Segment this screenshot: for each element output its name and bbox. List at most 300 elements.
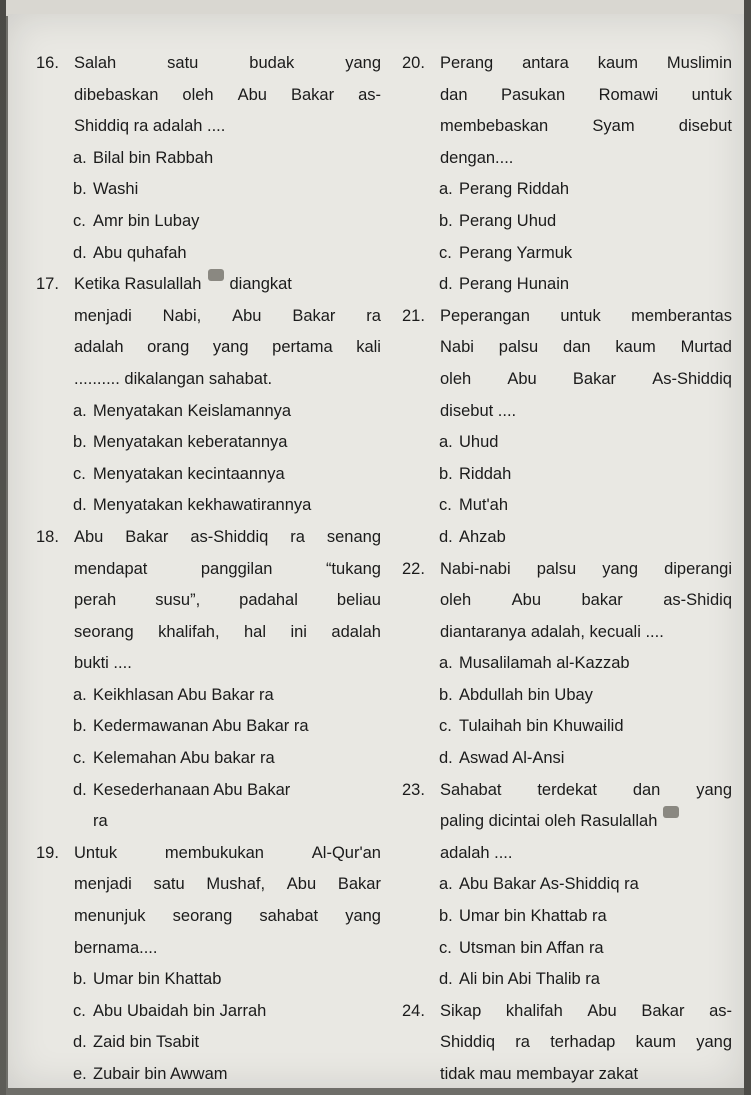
question-text-word: Abu (237, 85, 267, 104)
answer-option (36, 806, 381, 838)
answer-option (402, 869, 732, 901)
indent-spacer (36, 111, 74, 143)
question-text-text: Ketika Rasulallah (74, 275, 202, 294)
option-letter: b. (439, 211, 453, 230)
question-line-body (74, 111, 381, 143)
option-letter: d. (439, 749, 453, 768)
answer-option (402, 490, 732, 522)
indent-spacer (36, 80, 74, 112)
question-line (402, 1059, 732, 1091)
indent-spacer (36, 585, 74, 617)
question-16 (36, 48, 381, 269)
question-line (36, 648, 381, 680)
question-text (440, 775, 732, 807)
question-20 (402, 48, 732, 301)
question-line-body (440, 111, 732, 143)
indent-spacer (402, 80, 440, 112)
option-text: Riddah (459, 464, 512, 483)
question-line-body (440, 806, 732, 838)
question-text-word: yang (345, 907, 381, 926)
indent-spacer (402, 364, 440, 396)
question-line-body (74, 269, 381, 301)
option-text: Perang Hunain (459, 275, 570, 294)
question-text (74, 301, 381, 333)
question-text-word: disebut (678, 117, 732, 136)
question-line-body (440, 1059, 732, 1091)
saw-calligraphy-icon (663, 806, 679, 818)
question-text-word: Bakar (125, 527, 169, 546)
question-text-word: yang (696, 780, 732, 799)
question-text-word: Bakar (572, 369, 617, 388)
option-text: Amr bin Lubay (93, 211, 200, 230)
option-letter: d. (439, 275, 453, 294)
question-text (74, 48, 381, 80)
question-text (440, 1027, 732, 1059)
question-text-word: menjadi (74, 875, 132, 894)
question-text-word: Syam (592, 117, 635, 136)
question-text (74, 901, 381, 933)
option-text: Abdullah bin Ubay (459, 685, 593, 704)
question-24 (402, 996, 732, 1091)
question-number: 22. (402, 559, 425, 578)
question-text-word: kaum (635, 1033, 676, 1052)
answer-option (402, 901, 732, 933)
question-line (402, 585, 732, 617)
question-line-body (440, 143, 732, 175)
question-line-body (74, 364, 381, 396)
question-18 (36, 522, 381, 838)
question-text-word: Al-Qur'an (311, 843, 381, 862)
option-letter: d. (73, 1033, 87, 1052)
question-line (402, 364, 732, 396)
question-line (402, 111, 732, 143)
indent-spacer (402, 143, 440, 175)
question-text-word: sahabat (259, 907, 319, 926)
question-line-body (440, 332, 732, 364)
question-line (402, 554, 732, 586)
photo-right-edge (744, 0, 751, 1095)
option-letter: b. (73, 970, 87, 989)
question-line (36, 111, 381, 143)
question-text-word: membebaskan (440, 117, 549, 136)
question-line (36, 869, 381, 901)
answer-option (36, 775, 381, 807)
answer-option (36, 680, 381, 712)
option-text: Abu Bakar As-Shiddiq ra (459, 875, 639, 894)
answer-option (36, 711, 381, 743)
question-text-word: Muslimin (666, 54, 732, 72)
answer-option (402, 964, 732, 996)
answer-option (36, 490, 381, 522)
indent-spacer (36, 617, 74, 649)
question-text-word: Abu (286, 875, 317, 894)
question-line (402, 143, 732, 175)
question-text-word: menjadi (74, 306, 132, 325)
answer-option (402, 680, 732, 712)
question-text-word: ra (515, 1033, 530, 1052)
question-text: disebut .... (440, 401, 517, 420)
question-text-word: Peperangan (440, 306, 530, 325)
question-line (36, 933, 381, 965)
question-line (402, 301, 732, 333)
option-text: Abu quhafah (93, 243, 187, 262)
question-23 (402, 775, 732, 996)
question-line-body (440, 396, 732, 428)
question-text-word: budak (249, 54, 295, 72)
question-text-word: Romawi (598, 85, 659, 104)
option-text: Kedermawanan Abu Bakar ra (93, 717, 309, 736)
option-text: Menyatakan Keislamannya (93, 401, 292, 420)
indent-spacer (402, 396, 440, 428)
question-number: 24. (402, 1001, 425, 1020)
question-text-word: as- (709, 1001, 732, 1020)
indent-spacer (36, 901, 74, 933)
question-text-word: perah (74, 591, 117, 610)
question-text-word: seorang (74, 622, 134, 641)
question-line-body (74, 522, 381, 554)
question-text (440, 554, 732, 586)
question-text-word: padahal (239, 591, 298, 610)
answer-option (402, 174, 732, 206)
option-letter: d. (73, 243, 87, 262)
question-text-word: satu (153, 875, 185, 894)
option-text: ra (93, 812, 108, 831)
question-text-word: yang (696, 1033, 732, 1052)
option-text: Menyatakan kecintaannya (93, 464, 285, 483)
option-text: Bilal bin Rabbah (93, 148, 214, 167)
indent-spacer (402, 806, 440, 838)
indent-spacer (402, 838, 440, 870)
question-number: 20. (402, 54, 425, 72)
option-text: Kelemahan Abu bakar ra (93, 749, 275, 768)
option-text: Keikhlasan Abu Bakar ra (93, 685, 274, 704)
option-text: Uhud (459, 433, 499, 452)
question-text (440, 48, 732, 80)
question-text-word: Abu (587, 1001, 617, 1020)
answer-option (36, 427, 381, 459)
option-text: Ahzab (459, 527, 506, 546)
option-text: Menyatakan kekhawatirannya (93, 496, 312, 515)
question-line (36, 269, 381, 301)
question-line-body (74, 617, 381, 649)
answer-option (402, 427, 732, 459)
question-text-word: mendapat (74, 559, 148, 578)
question-text-text-end: diangkat (229, 275, 292, 294)
question-text-word: oleh (182, 85, 214, 104)
question-text-word: palsu (498, 338, 539, 357)
question-text-word: susu”, (155, 591, 201, 610)
question-line (36, 901, 381, 933)
question-text-word: Nabi-nabi (440, 559, 511, 578)
question-line-body (74, 901, 381, 933)
question-text: bernama.... (74, 938, 158, 957)
question-line (402, 332, 732, 364)
option-text: Mut'ah (459, 496, 509, 515)
answer-option (36, 964, 381, 996)
option-text: Washi (93, 180, 139, 199)
question-text-word: as- (358, 85, 381, 104)
question-line-body (74, 585, 381, 617)
question-text-word: as-Shidiq (663, 591, 732, 610)
answer-option (402, 522, 732, 554)
question-text-word: diperangi (664, 559, 732, 578)
question-line-body (440, 996, 732, 1028)
question-text-word: dibebaskan (74, 85, 159, 104)
option-text: Menyatakan keberatannya (93, 433, 288, 452)
answer-option (402, 933, 732, 965)
question-text (74, 269, 381, 301)
indent-spacer (36, 364, 74, 396)
question-text-word: adalah (74, 338, 124, 357)
answer-option (402, 743, 732, 775)
option-letter: b. (73, 717, 87, 736)
question-line-body (440, 1027, 732, 1059)
question-text-word: oleh (440, 369, 472, 388)
option-letter: a. (73, 685, 87, 704)
question-text-word: adalah (331, 622, 381, 641)
question-text-word: orang (147, 338, 190, 357)
question-text-word: Abu (507, 369, 537, 388)
question-number: 19. (36, 843, 59, 862)
question-line (36, 364, 381, 396)
question-text-word: Nabi, (162, 306, 202, 325)
question-text-word: Bakar (290, 85, 335, 104)
option-text: Aswad Al-Ansi (459, 749, 565, 768)
question-text-word: menunjuk (74, 907, 146, 926)
question-line (36, 332, 381, 364)
answer-option (402, 459, 732, 491)
question-text-word: Abu (74, 527, 104, 546)
question-line (402, 775, 732, 807)
option-letter: a. (439, 875, 453, 894)
question-line (36, 554, 381, 586)
indent-spacer (402, 585, 440, 617)
question-text-word: Untuk (74, 843, 118, 862)
question-line-body (440, 301, 732, 333)
question-text-word: seorang (172, 907, 233, 926)
question-17 (36, 269, 381, 522)
question-line-body (440, 554, 732, 586)
option-text: Umar bin Khattab ra (459, 907, 607, 926)
option-text: Zaid bin Tsabit (93, 1033, 200, 1052)
question-line (402, 838, 732, 870)
option-letter: b. (439, 685, 453, 704)
indent-spacer (402, 617, 440, 649)
question-text (440, 332, 732, 364)
question-text: bukti .... (74, 654, 132, 673)
question-line (402, 806, 732, 838)
question-line-body (74, 554, 381, 586)
question-text: adalah .... (440, 843, 513, 862)
question-text-word: dan (440, 85, 468, 104)
question-text (440, 111, 732, 143)
answer-option (36, 1059, 381, 1091)
question-text-word: khalifah (505, 1001, 563, 1020)
question-text-word: terhadap (550, 1033, 616, 1052)
option-letter: c. (73, 749, 86, 768)
question-text (74, 522, 381, 554)
answer-option (36, 459, 381, 491)
question-line-body (440, 80, 732, 112)
question-line-body (74, 332, 381, 364)
answer-option (36, 1027, 381, 1059)
question-text (440, 585, 732, 617)
question-text (440, 80, 732, 112)
indent-spacer (402, 1059, 440, 1091)
option-letter: c. (73, 1001, 86, 1020)
question-line-body (440, 364, 732, 396)
question-number: 18. (36, 527, 59, 546)
question-line-body (74, 48, 381, 80)
question-text-word: yang (212, 338, 249, 357)
question-text (440, 301, 732, 333)
indent-spacer (36, 301, 74, 333)
answer-option (36, 238, 381, 270)
option-text: Utsman bin Affan ra (459, 938, 604, 957)
question-line (36, 585, 381, 617)
question-line-body (74, 648, 381, 680)
question-text (440, 996, 732, 1028)
option-letter: b. (439, 464, 453, 483)
option-letter: a. (439, 433, 453, 452)
question-text-word: pertama (272, 338, 333, 357)
question-text-word: kali (356, 338, 381, 357)
question-text (74, 332, 381, 364)
question-line (402, 617, 732, 649)
answer-option (36, 174, 381, 206)
question-line (402, 996, 732, 1028)
question-line-body (74, 933, 381, 965)
question-text-word: Shiddiq (440, 1033, 496, 1052)
option-letter: a. (439, 180, 453, 199)
answer-option (402, 206, 732, 238)
indent-spacer (402, 332, 440, 364)
question-line (36, 301, 381, 333)
answer-option (36, 996, 381, 1028)
question-text-word: ra (290, 527, 305, 546)
question-text-word: As-Shiddiq (652, 369, 732, 388)
question-21 (402, 301, 732, 554)
question-text-word: Bakar (641, 1001, 685, 1020)
option-letter: b. (73, 180, 87, 199)
question-text: tidak mau membayar zakat (440, 1065, 639, 1083)
option-text: Musalilamah al-Kazzab (459, 654, 630, 673)
question-line-body (440, 585, 732, 617)
indent-spacer (402, 111, 440, 143)
answer-option (36, 143, 381, 175)
question-line-body (74, 869, 381, 901)
question-text-word: Bakar (337, 875, 381, 894)
question-number: 16. (36, 54, 59, 72)
question-22 (402, 554, 732, 775)
option-letter: c. (73, 464, 86, 483)
question-text-word: satu (167, 54, 199, 72)
option-letter: c. (439, 496, 452, 515)
question-line (36, 838, 381, 870)
question-line-body (440, 775, 732, 807)
option-letter: a. (439, 654, 453, 673)
question-text-word: dan (632, 780, 661, 799)
option-text: Umar bin Khattab (93, 970, 222, 989)
question-text (74, 585, 381, 617)
option-letter: e. (73, 1065, 87, 1083)
question-line (36, 522, 381, 554)
question-line-body (74, 838, 381, 870)
question-text (74, 617, 381, 649)
question-text-word: kaum (597, 54, 639, 72)
question-text: dengan.... (440, 148, 514, 167)
question-line (402, 396, 732, 428)
indent-spacer (36, 869, 74, 901)
question-text-word: antara (522, 54, 569, 72)
option-letter: d. (73, 496, 87, 515)
answer-option (36, 206, 381, 238)
question-line-body (74, 80, 381, 112)
question-text-word: Salah (74, 54, 117, 72)
question-text-word: ra (366, 306, 381, 325)
question-text-word: Nabi (440, 338, 474, 357)
question-number: 17. (36, 275, 59, 294)
question-text: Shiddiq ra adalah .... (74, 117, 226, 136)
question-text-word: hal (243, 622, 267, 641)
question-text-word: beliau (336, 591, 381, 610)
question-text-word: memberantas (631, 306, 732, 325)
right-column (402, 48, 732, 1091)
question-text-word: bakar (581, 591, 623, 610)
option-text: Zubair bin Awwam (93, 1065, 228, 1083)
saw-calligraphy-icon (208, 269, 224, 281)
question-text-word: “tukang (325, 559, 381, 578)
question-text-word: oleh (440, 591, 472, 610)
photo-left-edge (0, 0, 6, 1095)
answer-option (402, 648, 732, 680)
question-19 (36, 838, 381, 1091)
question-text-word: membukukan (164, 843, 264, 862)
question-text-word: Abu (511, 591, 542, 610)
question-line (402, 80, 732, 112)
option-letter: d. (439, 527, 453, 546)
question-text-word: Bakar (292, 306, 336, 325)
question-text-text: paling dicintai oleh Rasulallah (440, 812, 658, 831)
answer-option (402, 711, 732, 743)
option-text: Perang Yarmuk (459, 243, 573, 262)
option-letter: d. (73, 780, 87, 799)
option-text: Kesederhanaan Abu Bakar (93, 780, 291, 799)
question-line (402, 1027, 732, 1059)
question-text-word: dan (563, 338, 591, 357)
question-text (74, 554, 381, 586)
question-text: .......... dikalangan sahabat. (74, 369, 273, 388)
question-text (440, 806, 732, 838)
option-letter: a. (73, 401, 87, 420)
answer-option (402, 269, 732, 301)
question-line (36, 80, 381, 112)
question-line-body (74, 301, 381, 333)
option-letter: c. (439, 243, 452, 262)
answer-option (402, 238, 732, 270)
question-text-word: yang (345, 54, 381, 72)
option-text: Perang Uhud (459, 211, 557, 230)
question-text-word: untuk (560, 306, 601, 325)
indent-spacer (36, 933, 74, 965)
question-text-word: Pasukan (500, 85, 566, 104)
question-text: diantaranya adalah, kecuali .... (440, 622, 664, 641)
option-letter: b. (439, 907, 453, 926)
option-text: Ali bin Abi Thalib ra (459, 970, 600, 989)
question-text-word: untuk (691, 85, 732, 104)
question-text-word: Perang (440, 54, 494, 72)
question-number: 23. (402, 780, 425, 799)
